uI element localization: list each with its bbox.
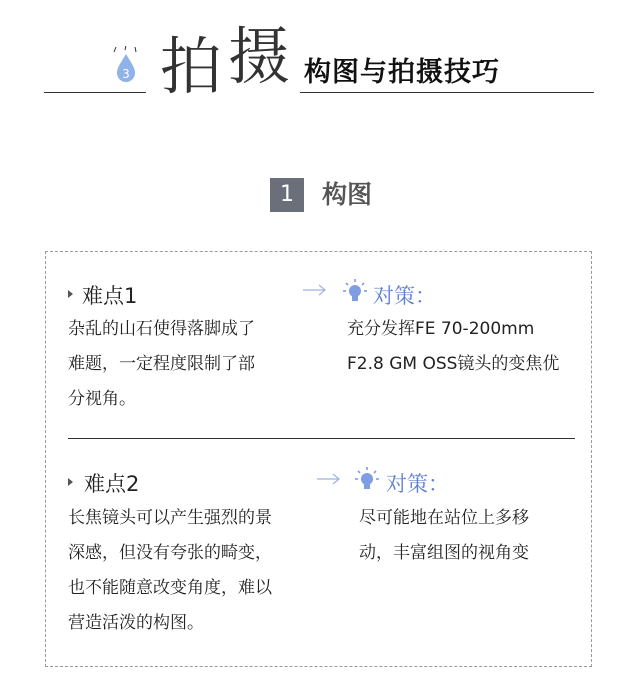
strategy-desc-2-line2: 动，丰富组图的视角变 bbox=[359, 543, 529, 563]
strategy-desc-2-line1: 尽可能地在站位上多移 bbox=[359, 508, 529, 528]
difficulty-desc-2-line1: 长焦镜头可以产生强烈的景 bbox=[68, 508, 272, 528]
difficulty-desc-1-line2: 难题，一定程度限制了部 bbox=[68, 354, 255, 374]
header-line-right bbox=[300, 92, 594, 93]
water-drop-icon bbox=[112, 46, 140, 82]
difficulty-label-1: 难点1 bbox=[82, 284, 138, 308]
difficulty-desc-1-line3: 分视角。 bbox=[68, 389, 136, 409]
difficulty-desc-2-line2: 深感，但没有夸张的畸变， bbox=[68, 543, 272, 563]
difficulty-desc-1-line1: 杂乱的山石使得落脚成了 bbox=[68, 319, 255, 339]
drop-badge-number: 3 bbox=[122, 67, 130, 81]
arrow-right-icon bbox=[316, 471, 342, 487]
divider bbox=[68, 438, 575, 439]
section-title: 构图 bbox=[322, 180, 373, 209]
arrow-right-icon bbox=[302, 282, 328, 298]
difficulty-label-2: 难点2 bbox=[84, 472, 140, 496]
strategy-label-1: 对策： bbox=[373, 284, 436, 308]
strategy-label-2: 对策： bbox=[386, 472, 449, 496]
header-line-left bbox=[44, 92, 146, 93]
header-char-pai: 拍 bbox=[160, 30, 223, 103]
header-char-she: 摄 bbox=[228, 20, 291, 93]
difficulty-desc-2-line3: 也不能随意改变角度，难以 bbox=[68, 578, 272, 598]
triangle-bullet-icon bbox=[68, 478, 73, 486]
lightbulb-icon bbox=[355, 467, 379, 493]
triangle-bullet-icon bbox=[68, 290, 73, 298]
difficulty-desc-2-line4: 营造活泼的构图。 bbox=[68, 613, 204, 633]
strategy-desc-1-line1: 充分发挥FE 70-200mm bbox=[347, 319, 535, 339]
page-title: 构图与拍摄技巧 bbox=[304, 57, 500, 88]
section-number-badge: 1 bbox=[270, 178, 304, 212]
lightbulb-icon bbox=[343, 279, 367, 305]
strategy-desc-1-line2: F2.8 GM OSS镜头的变焦优 bbox=[347, 354, 560, 374]
